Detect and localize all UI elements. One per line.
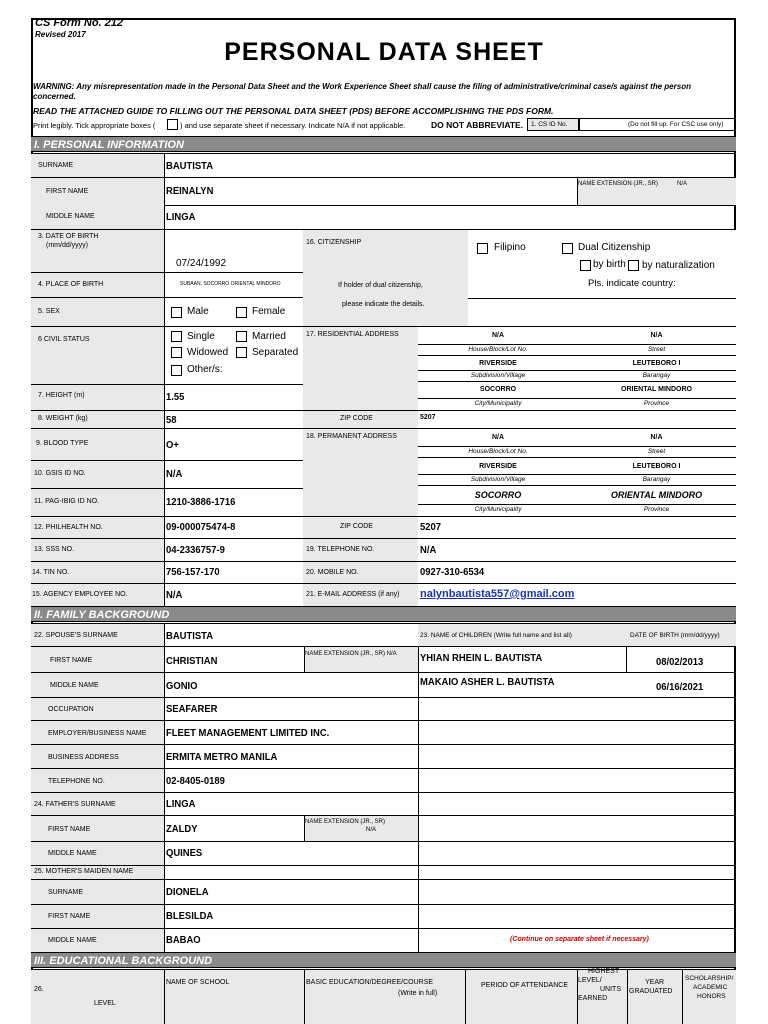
dual-note-a: If holder of dual citizenship,: [338, 282, 423, 289]
pob-label: 4. PLACE OF BIRTH: [38, 281, 104, 288]
agency-label: 15. AGENCY EMPLOYEE NO.: [32, 591, 128, 598]
spouse-first-label: FIRST NAME: [50, 657, 93, 664]
tel-label: 19. TELEPHONE NO.: [306, 546, 375, 553]
surname-label: SURNAME: [38, 162, 74, 169]
read-guide-text: READ THE ATTACHED GUIDE TO FILLING OUT THE PERSONAL DATA SHEET (PDS) BEFORE ACCOMPLISHING THE PDS FORM.: [33, 106, 554, 116]
mother-middle-value[interactable]: BABAO: [166, 934, 201, 946]
others-checkbox[interactable]: [171, 365, 182, 376]
res-street-sub: Street: [647, 346, 666, 353]
form-number: CS Form No. 212: [35, 17, 124, 29]
first-name-value[interactable]: REINALYN: [166, 185, 214, 197]
res-subdivision-value[interactable]: RIVERSIDE: [479, 360, 517, 367]
height-value[interactable]: 1.55: [166, 391, 185, 403]
spouse-first-value[interactable]: CHRISTIAN: [166, 655, 218, 667]
mother-first-value[interactable]: BLESILDA: [166, 910, 214, 922]
perm-subdivision-sub: Subdivision/Village: [470, 476, 526, 483]
married-label: Married: [252, 331, 286, 342]
edu-highest-c: UNITS: [600, 986, 621, 993]
mother-surname-value[interactable]: DIONELA: [166, 886, 209, 898]
mother-middle-label: MIDDLE NAME: [48, 937, 97, 944]
child-2-dob[interactable]: 06/16/2021: [656, 681, 704, 693]
child-dob-label: DATE OF BIRTH (mm/dd/yyyy): [630, 632, 720, 639]
children-label: 23. NAME of CHILDREN (Write full name and list all): [420, 632, 572, 639]
edu-schol-b: ACADEMIC: [693, 984, 728, 991]
by-nat-checkbox[interactable]: [628, 260, 639, 271]
edu-write-full-label: (Write in full): [398, 990, 438, 997]
middle-name-label: MIDDLE NAME: [46, 213, 95, 220]
spouse-middle-value[interactable]: GONIO: [166, 680, 198, 692]
business-addr-label: BUSINESS ADDRESS: [48, 754, 119, 761]
widowed-label: Widowed: [187, 347, 229, 358]
dual-checkbox[interactable]: [562, 243, 573, 254]
business-addr-value[interactable]: ERMITA METRO MANILA: [166, 751, 278, 763]
mobile-value[interactable]: 0927-310-6534: [420, 566, 485, 578]
father-first-label: FIRST NAME: [48, 826, 91, 833]
middle-name-value[interactable]: LINGA: [166, 211, 196, 223]
dual-note-b: please indicate the details.: [342, 301, 425, 308]
separated-label: Separated: [252, 347, 299, 358]
philhealth-value[interactable]: 09-000075474-8: [166, 521, 236, 533]
edu-highest-d: EARNED: [578, 995, 608, 1002]
telephone-label: TELEPHONE NO.: [48, 778, 105, 785]
male-label: Male: [187, 306, 209, 317]
weight-value[interactable]: 58: [166, 414, 177, 426]
res-house-value[interactable]: N/A: [491, 332, 505, 339]
pob-value[interactable]: SUBAAN, SOCORRO ORIENTAL MINDORO: [180, 281, 281, 287]
section-personal-info: I. PERSONAL INFORMATION: [31, 136, 736, 152]
edu-schol-c: HONORS: [697, 993, 726, 1000]
male-checkbox[interactable]: [171, 307, 182, 318]
perm-street-sub: Street: [647, 448, 666, 455]
mobile-label: 20. MOBILE NO.: [306, 569, 359, 576]
res-barangay-sub: Barangay: [642, 372, 671, 379]
res-province-sub: Province: [643, 400, 670, 407]
spouse-ext-value[interactable]: NAME EXTENSION (JR., SR) N/A: [305, 651, 397, 657]
father-ext-label: NAME EXTENSION (JR., SR): [305, 819, 386, 825]
perm-addr-label: 18. PERMANENT ADDRESS: [306, 433, 397, 440]
edu-degree-label: BASIC EDUCATION/DEGREE/COURSE: [306, 979, 434, 986]
edu-highest-a: HIGHEST: [588, 968, 620, 975]
mother-maiden-label: 25. MOTHER'S MAIDEN NAME: [34, 868, 134, 875]
email-value[interactable]: nalynbautista557@gmail.com: [420, 588, 575, 600]
perm-province-value[interactable]: ORIENTAL MINDORO: [610, 490, 703, 500]
cs-id-note: (Do not fill up. For CSC use only): [628, 121, 724, 128]
dob-label: 3. DATE OF BIRTH: [38, 233, 99, 240]
gsis-value[interactable]: N/A: [166, 468, 183, 480]
dob-format-label: (mm/dd/yyyy): [46, 242, 88, 249]
perm-province-sub: Province: [643, 506, 670, 513]
others-label: Other/s:: [187, 364, 223, 375]
by-birth-checkbox[interactable]: [580, 260, 591, 271]
agency-value[interactable]: N/A: [166, 589, 183, 601]
sss-label: 13. SSS NO.: [34, 546, 75, 553]
father-surname-value[interactable]: LINGA: [166, 798, 196, 810]
perm-house-sub: House/Block/Lot No.: [468, 448, 528, 455]
height-label: 7. HEIGHT (m): [38, 392, 85, 399]
female-label: Female: [252, 306, 286, 317]
edu-year-a: YEAR: [645, 979, 665, 986]
single-label: Single: [187, 331, 215, 342]
filipino-checkbox[interactable]: [477, 243, 488, 254]
weight-label: 8. WEIGHT (kg): [38, 415, 88, 422]
perm-city-sub: City/Municipality: [474, 506, 522, 513]
section-educational-background: III. EDUCATIONAL BACKGROUND: [31, 952, 736, 968]
father-middle-label: MIDDLE NAME: [48, 850, 97, 857]
spouse-surname-label: 22. SPOUSE'S SURNAME: [34, 632, 118, 639]
revised-date: Revised 2017: [35, 30, 86, 39]
employer-value[interactable]: FLEET MANAGEMENT LIMITED INC.: [166, 727, 330, 739]
edu-school-label: NAME OF SCHOOL: [166, 979, 230, 986]
pagibig-label: 11. PAG-IBIG ID NO.: [34, 498, 100, 505]
tin-label: 14. TIN NO.: [32, 569, 70, 576]
pagibig-value[interactable]: 1210-3886-1716: [166, 496, 236, 508]
single-checkbox[interactable]: [171, 331, 182, 342]
res-zip-label: ZIP CODE: [340, 415, 373, 422]
occupation-value[interactable]: SEAFARER: [166, 703, 218, 715]
res-subdivision-sub: Subdivision/Village: [470, 372, 526, 379]
blood-type-label: 9. BLOOD TYPE: [36, 440, 89, 447]
perm-zip-value[interactable]: 5207: [420, 521, 442, 533]
married-checkbox[interactable]: [236, 331, 247, 342]
tel-value[interactable]: N/A: [420, 544, 437, 556]
child-1-name[interactable]: YHIAN RHEIN L. BAUTISTA: [420, 652, 543, 664]
name-ext-label: NAME EXTENSION (JR., SR): [578, 181, 659, 187]
page-title: PERSONAL DATA SHEET: [224, 38, 544, 66]
father-first-value[interactable]: ZALDY: [166, 823, 198, 835]
perm-city-value[interactable]: SOCORRO: [474, 490, 522, 500]
first-name-label: FIRST NAME: [46, 188, 89, 195]
by-birth-label: by birth: [593, 259, 626, 270]
name-ext-value[interactable]: N/A: [677, 181, 688, 187]
perm-street-value[interactable]: N/A: [650, 434, 663, 441]
telephone-value[interactable]: 02-8405-0189: [166, 775, 225, 787]
sss-value[interactable]: 04-2336757-9: [166, 544, 225, 556]
edu-highest-b: LEVEL/: [578, 977, 602, 984]
edu-year-b: GRADUATED: [629, 988, 673, 995]
edu-schol-a: SCHOLARSHIP/: [685, 975, 734, 982]
edu-number-label: 26.: [34, 986, 44, 993]
surname-value[interactable]: BAUTISTA: [166, 160, 214, 172]
perm-subdivision-value[interactable]: RIVERSIDE: [479, 463, 517, 470]
pls-country-label: Pls. indicate country:: [588, 278, 676, 289]
widowed-checkbox[interactable]: [171, 347, 182, 358]
res-house-sub: House/Block/Lot No.: [468, 346, 528, 353]
res-city-value[interactable]: SOCORRO: [479, 386, 517, 393]
warning-text: WARNING: Any misrepresentation made in the Personal Data Sheet and the Work Experience Sheet shall cause the filing of administrative/criminal case/s against the person concerned.: [33, 82, 691, 101]
father-ext-value[interactable]: N/A: [366, 827, 377, 833]
child-2-name[interactable]: MAKAIO ASHER L. BAUTISTA: [420, 676, 555, 688]
perm-house-value[interactable]: N/A: [491, 434, 505, 441]
father-surname-label: 24. FATHER'S SURNAME: [34, 801, 116, 808]
res-zip-value[interactable]: 5207: [420, 414, 436, 421]
res-city-sub: City/Municipality: [474, 400, 522, 407]
res-addr-label: 17. RESIDENTIAL ADDRESS: [306, 331, 399, 338]
mother-first-label: FIRST NAME: [48, 913, 91, 920]
edu-period-label: PERIOD OF ATTENDANCE: [481, 982, 568, 989]
print-legibly-b: ) and use separate sheet if necessary. Indicate N/A if not applicable.: [180, 121, 406, 130]
tin-value[interactable]: 756-157-170: [166, 566, 220, 578]
res-barangay-value[interactable]: LEUTEBORO I: [632, 360, 681, 367]
continue-note: (Continue on separate sheet if necessary): [510, 936, 649, 943]
sex-label: 5. SEX: [38, 308, 60, 315]
employer-label: EMPLOYER/BUSINESS NAME: [48, 730, 147, 737]
child-1-dob[interactable]: 08/02/2013: [656, 656, 704, 668]
mother-surname-label: SURNAME: [48, 889, 84, 896]
spouse-middle-label: MIDDLE NAME: [50, 682, 99, 689]
cs-id-label: 1. CS ID No.: [531, 121, 568, 128]
female-checkbox[interactable]: [236, 307, 247, 318]
perm-barangay-value[interactable]: LEUTEBORO I: [632, 463, 681, 470]
email-label: 21. E-MAIL ADDRESS (if any): [306, 591, 400, 598]
separated-checkbox[interactable]: [236, 347, 247, 358]
dob-value[interactable]: 07/24/1992: [176, 258, 227, 269]
by-nat-label: by naturalization: [642, 260, 715, 271]
print-legibly-a: Print legibly. Tick appropriate boxes (: [33, 121, 156, 130]
spouse-surname-value[interactable]: BAUTISTA: [166, 630, 214, 642]
edu-level-label: LEVEL: [94, 1000, 116, 1007]
blood-value[interactable]: O+: [166, 439, 179, 451]
occupation-label: OCCUPATION: [48, 706, 94, 713]
sample-checkbox: [167, 119, 178, 130]
father-middle-value[interactable]: QUINES: [166, 847, 203, 859]
do-not-abbreviate: DO NOT ABBREVIATE.: [431, 120, 524, 130]
res-street-value[interactable]: N/A: [650, 332, 663, 339]
citizenship-label: 16. CITIZENSHIP: [306, 239, 362, 246]
filipino-label: Filipino: [494, 242, 526, 253]
dual-label: Dual Citizenship: [578, 242, 651, 253]
section-family-background: II. FAMILY BACKGROUND: [31, 606, 736, 622]
perm-zip-label: ZIP CODE: [340, 523, 373, 530]
perm-barangay-sub: Barangay: [642, 476, 671, 483]
res-province-value[interactable]: ORIENTAL MINDORO: [621, 386, 692, 393]
philhealth-label: 12. PHILHEALTH NO.: [34, 524, 103, 531]
civil-status-label: 6 CIVIL STATUS: [38, 336, 90, 343]
gsis-label: 10. GSIS ID NO.: [34, 470, 86, 477]
